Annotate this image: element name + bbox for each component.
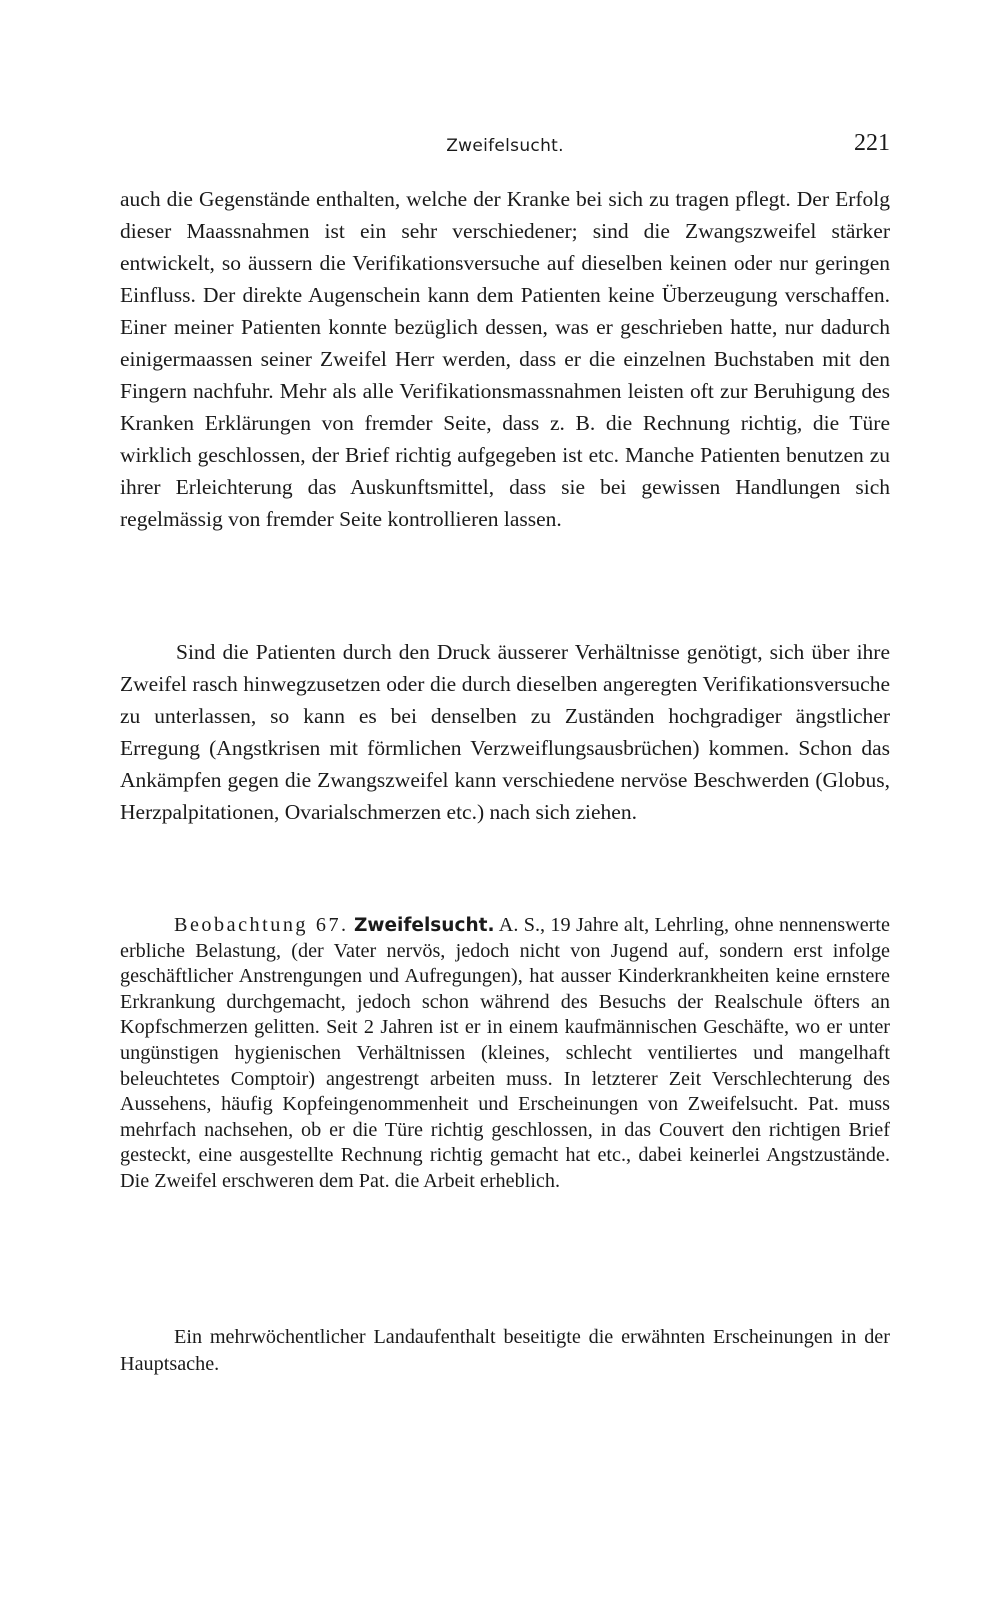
page-number: 221: [854, 130, 890, 156]
paragraph-1: auch die Gegenstände enthalten, welche der Kranke bei sich zu tragen pflegt. Der Erfolg dieser Maassnahmen ist ein sehr verschiedener; sind die Zwangszweifel stärker entwickelt, so äussern die Verifikationsversuche auf dieselben keinen oder nur geringen Einfluss. Der direkte Augenschein kann dem Patienten keine Überzeugung verschaffen. Einer meiner Patienten konnte bezüglich dessen, was er geschrieben hatte, nur dadurch einigermaassen seiner Zweifel Herr werden, dass er die einzelnen Buchstaben mit den Fingern nachfuhr. Mehr als alle Verifikationsmassnahmen leisten oft zur Beruhigung des Kranken Erklärungen von fremder Seite, dass z. B. die Rechnung richtig, die Türe wirklich geschlossen, der Brief richtig aufgegeben ist etc. Manche Patienten benutzen zu ihrer Erleichterung das Auskunftsmittel, dass sie bei gewissen Handlungen sich regelmässig von fremder Seite kontrollieren lassen.: [120, 187, 890, 531]
observation-paragraph: [120, 913, 890, 1195]
running-title: Zweifelsucht.: [446, 136, 564, 156]
running-head: [120, 130, 890, 164]
observation-title: Zweifelsucht.: [353, 915, 495, 936]
observation-label: Beobachtung 67.: [174, 914, 349, 936]
paragraph-2: Sind die Patienten durch den Druck äusserer Verhältnisse genötigt, sich über ihre Zweifel rasch hinwegzusetzen oder die durch dieselben angeregten Verifikationsversuche zu unterlassen, so kann es bei denselben zu Zuständen hochgradiger ängstlicher Erregung (Angstkrisen mit förmlichen Verzweiflungsausbrüchen) kommen. Schon das Ankämpfen gegen die Zwangszweifel kann verschiedene nervöse Beschwerden (Globus, Herzpalpitationen, Ovarialschmerzen etc.) nach sich ziehen.: [120, 640, 890, 824]
observation-body: A. S., 19 Jahre alt, Lehrling, ohne nennenswerte erbliche Belastung, (der Vater nervös, jedoch nicht von Jugend auf, sondern erst infolge geschäftlicher Anstrengungen und Aufregungen), hat ausser Kinderkrankheiten keine ernstere Erkrankung durchgemacht, jedoch schon während des Besuchs der Realschule öfters an Kopfschmerzen gelitten. Seit 2 Jahren ist er in einem kaufmännischen Geschäfte, wo er unter ungünstigen hygienischen Verhältnissen (kleines, schlecht ventiliertes und mangelhaft beleuchtetes Comptoir) angestrengt arbeiten muss. In letzterer Zeit Verschlechterung des Aussehens, häufig Kopfeingenommenheit und Erscheinungen von Zweifelsucht. Pat. muss mehrfach nachsehen, ob er die Türe richtig geschlossen, in das Couvert den richtigen Brief gesteckt, eine ausgestellte Rechnung richtig gemacht hat etc., dabei keinerlei Angstzustände. Die Zweifel erschweren dem Pat. die Arbeit erheblich.: [120, 914, 890, 1192]
book-page: [120, 0, 890, 1610]
paragraph-4: Ein mehrwöchentlicher Landaufenthalt beseitigte die erwähnten Erscheinungen in der Hauptsache.: [120, 1326, 890, 1375]
